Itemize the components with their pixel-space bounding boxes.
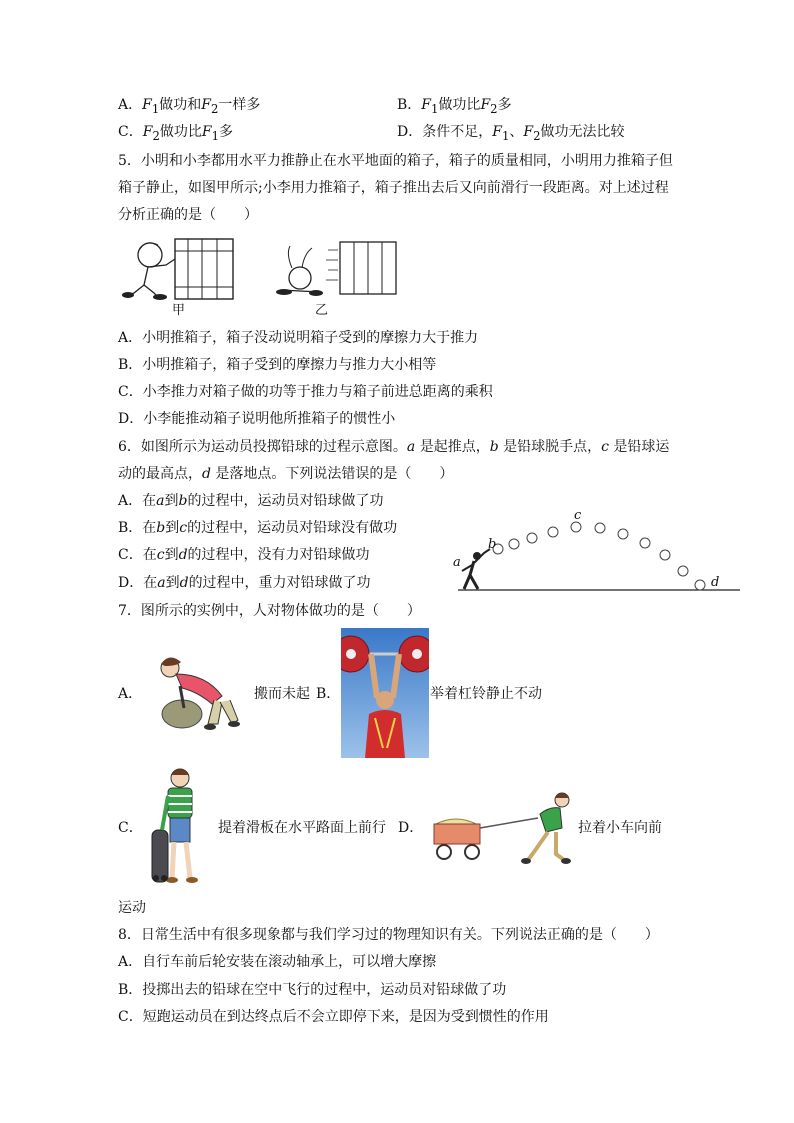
q6-label-b: b [488,537,497,552]
q4-option-a: A．$F_1$做功和$F_2$一样多 [118,97,261,116]
q6-option-d: D．在a到d的过程中，重力对铅球做了功 [118,575,371,591]
q6-label-d: d [711,575,720,590]
q6-athlete-figure [462,549,490,589]
q7-option-c-letter: C． [118,820,143,836]
q5-figure-jia [120,235,240,303]
q5-caption-jia: 甲 [172,303,186,318]
q8-option-a: A．自行车前后轮安装在滚动轴承上，可以增大摩擦 [118,954,437,970]
q6-trajectory-point [618,529,628,539]
q7-option-d-letter: D． [398,820,424,836]
q6-trajectory-point [595,523,605,533]
q5-stem-line2: 箱子静止，如图甲所示;小李用力推箱子，箱子推出去后又向前滑行一段距离。对上述过程 [118,180,669,196]
q4-option-b: B．$F_1$做功比$F_2$多 [397,97,512,116]
q7-b-weightlifter-photo [341,628,429,758]
q6-trajectory-point [527,533,537,543]
q5-caption-yi: 乙 [315,303,329,318]
q6-trajectory-point [660,550,670,560]
q7-a-lifting-rock-illustration [150,652,240,734]
q5-figure-yi [270,238,400,302]
q6-trajectory-point [695,580,705,590]
q5-stem-line1: 5．小明和小李都用水平力推静止在水平地面的箱子，箱子的质量相同，小明用力推箱子但 [118,153,673,169]
q4-option-c: C．$F_2$做功比$F_1$多 [118,124,233,143]
q5-option-b: B．小明推箱子，箱子受到的摩擦力与推力大小相等 [118,357,437,373]
q7-option-a-letter: A． [118,686,143,702]
q7-d-boy-pulling-cart-illustration [430,790,575,866]
q5-stem-line3: 分析正确的是（ ） [118,207,258,223]
q6-trajectory-point [678,566,688,576]
q6-option-b: B．在b到c的过程中，运动员对铅球没有做功 [118,520,398,536]
q6-label-c: c [574,508,582,523]
q7-option-d-text-continued: 运动 [118,900,146,916]
q6-trajectory-point [548,527,558,537]
q8-stem: 8．日常生活中有很多现象都与我们学习过的物理知识有关。下列说法正确的是（ ） [118,927,659,943]
q5-option-c: C．小李推力对箱子做的功等于推力与箱子前进总距离的乘积 [118,384,493,400]
q5-option-a: A．小明推箱子，箱子没动说明箱子受到的摩擦力大于推力 [118,330,479,346]
q4-option-d: D．条件不足，$F_1$、$F_2$做功无法比较 [397,124,625,143]
q6-stem-line1: 6．如图所示为运动员投掷铅球的过程示意图。a 是起推点，b 是铅球脱手点，c 是铅球运 [118,439,670,455]
q6-option-c: C．在c到d的过程中，没有力对铅球做功 [118,547,370,563]
q7-option-d-text: 拉着小车向前 [578,820,662,836]
q8-option-b: B．投掷出去的铅球在空中飞行的过程中，运动员对铅球做了功 [118,982,507,998]
q8-option-c: C．短跑运动员在到达终点后不会立即停下来，是因为受到惯性的作用 [118,1009,549,1025]
q7-option-c-text: 提着滑板在水平路面上前行 [218,820,386,836]
q6-trajectory-point [640,538,650,548]
q7-option-b-text: 举着杠铃静止不动 [430,686,542,702]
q7-c-boy-with-skateboard-illustration [150,766,210,888]
q6-trajectory-point [509,539,519,549]
q6-label-a: a [453,555,461,570]
q6-stem-line2: 动的最高点，d 是落地点。下列说法错误的是（ ） [118,466,454,482]
q5-option-d: D．小李能推动箱子说明他所推箱子的惯性小 [118,411,396,427]
q7-option-a-text: 搬而未起 [254,686,310,702]
q6-option-a: A．在a到b的过程中，运动员对铅球做了功 [118,493,384,509]
q7-stem: 7．图所示的实例中，人对物体做功的是（ ） [118,603,421,619]
q7-option-b-letter: B． [316,686,341,702]
